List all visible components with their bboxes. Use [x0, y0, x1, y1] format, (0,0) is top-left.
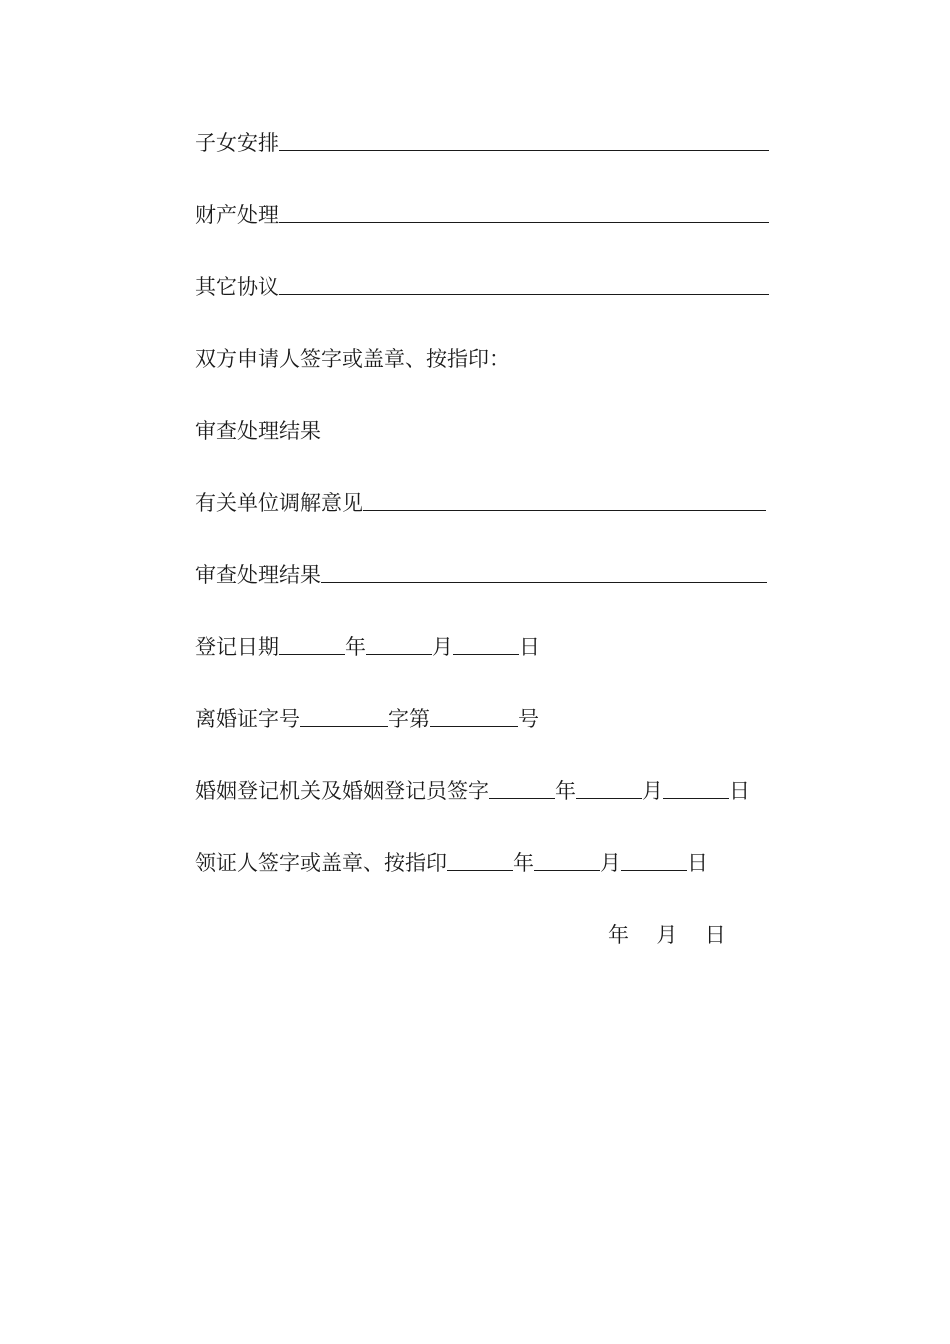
recipient-year-field[interactable]: [447, 870, 513, 871]
registration-month-field[interactable]: [366, 654, 432, 655]
registrar-month-label: 月: [642, 779, 663, 803]
registration-month-label: 月: [432, 635, 453, 659]
mediation-opinion-label: 有关单位调解意见: [195, 491, 363, 515]
children-arrangement-label: 子女安排: [195, 131, 279, 155]
registration-date-label: 登记日期: [195, 635, 279, 659]
children-arrangement-field[interactable]: [279, 150, 769, 151]
review-result-heading: 审查处理结果: [195, 419, 321, 443]
recipient-signature-label: 领证人签字或盖章、按指印: [195, 851, 447, 875]
recipient-day-label: 日: [687, 851, 708, 875]
review-result-field[interactable]: [321, 582, 767, 583]
recipient-signature-row: [195, 848, 708, 878]
property-handling-label: 财产处理: [195, 203, 279, 227]
review-result-row: [195, 560, 767, 590]
registrar-day-label: 日: [729, 779, 750, 803]
divorce-cert-prefix-field[interactable]: [300, 726, 388, 727]
registration-year-field[interactable]: [279, 654, 345, 655]
review-result-heading-row: [195, 416, 321, 446]
divorce-cert-zi-di-label: 字第: [388, 707, 430, 731]
footer-month: 月: [656, 923, 678, 947]
mediation-opinion-field[interactable]: [363, 510, 766, 511]
footer-day: 日: [704, 923, 726, 947]
other-agreements-field[interactable]: [279, 294, 769, 295]
registration-day-label: 日: [519, 635, 540, 659]
registrar-month-field[interactable]: [576, 798, 642, 799]
registration-date-row: [195, 632, 540, 662]
property-handling-row: [195, 200, 769, 230]
children-arrangement-row: [195, 128, 769, 158]
divorce-cert-hao-label: 号: [518, 707, 539, 731]
applicants-signature-label: 双方申请人签字或盖章、按指印：: [195, 347, 510, 371]
registration-year-label: 年: [345, 635, 366, 659]
registration-day-field[interactable]: [453, 654, 519, 655]
recipient-month-label: 月: [600, 851, 621, 875]
recipient-month-field[interactable]: [534, 870, 600, 871]
footer-date: [608, 920, 726, 950]
mediation-opinion-row: [195, 488, 766, 518]
other-agreements-row: [195, 272, 769, 302]
footer-year: 年: [608, 923, 629, 947]
registrar-signature-label: 婚姻登记机关及婚姻登记员签字: [195, 779, 489, 803]
divorce-cert-number-field[interactable]: [430, 726, 518, 727]
registrar-year-label: 年: [555, 779, 576, 803]
applicants-signature-row: [195, 344, 510, 374]
recipient-year-label: 年: [513, 851, 534, 875]
registrar-day-field[interactable]: [663, 798, 729, 799]
review-result-label: 审查处理结果: [195, 563, 321, 587]
property-handling-field[interactable]: [279, 222, 769, 223]
divorce-cert-number-label: 离婚证字号: [195, 707, 300, 731]
recipient-day-field[interactable]: [621, 870, 687, 871]
other-agreements-label: 其它协议: [195, 275, 279, 299]
divorce-cert-number-row: [195, 704, 539, 734]
registrar-year-field[interactable]: [489, 798, 555, 799]
registrar-signature-row: [195, 776, 750, 806]
